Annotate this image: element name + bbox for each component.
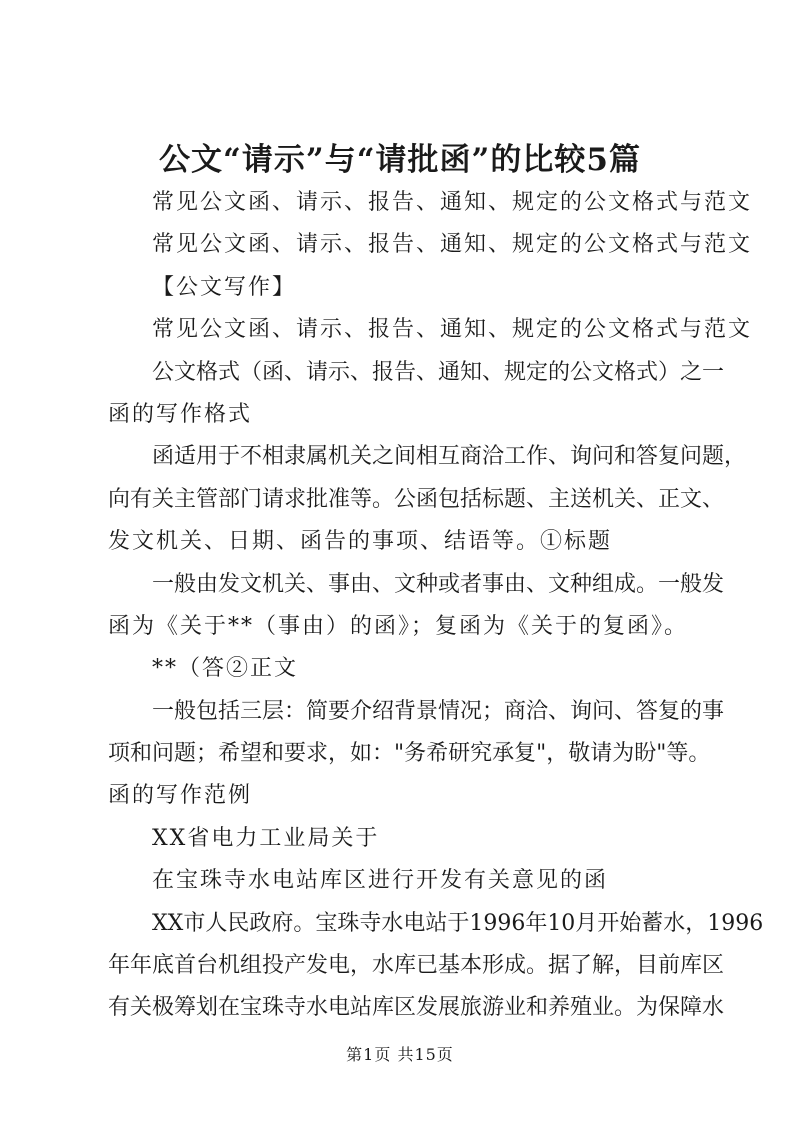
section-heading: 【公文写作】 [152,274,297,300]
subheading: 函的写作范例 [108,783,253,809]
body-line: 公文格式（函、请示、报告、通知、规定的公文格式）之一 [152,359,725,385]
paragraph-line: 发文机关、日期、函告的事项、结语等。①标题 [108,529,613,555]
paragraph-line: 项和问题；希望和要求，如："务希研究承复"，敬请为盼"等。 [108,741,711,767]
document-body [108,182,764,1030]
document-title: 公文“请示”与“请批函”的比较5篇 [159,142,641,178]
page-number: 第1页 共15页 [346,1045,454,1064]
paragraph-line: 有关极筹划在宝珠寺水电站库区发展旅游业和养殖业。为保障水 [108,995,725,1021]
subheading: 函的写作格式 [108,401,253,427]
body-line: 常见公文函、请示、报告、通知、规定的公文格式与范文 [152,232,753,258]
paragraph-line: 一般包括三层：简要介绍背景情况；商洽、询问、答复的事 [152,698,725,724]
letter-heading-line: XX省电力工业局关于 [152,825,380,851]
paragraph-line: **（答②正文 [152,656,299,682]
paragraph-line: 一般由发文机关、事由、文种或者事由、文种组成。一般发 [152,571,725,597]
paragraph-line: 函适用于不相隶属机关之间相互商洽工作、询问和答复问题， [152,444,747,470]
letter-heading-line: 在宝珠寺水电站库区进行开发有关意见的函 [152,868,609,894]
paragraph-line: 向有关主管部门请求批准等。公函包括标题、主送机关、正文、 [108,486,725,512]
paragraph-line: 函为《关于**（事由）的函》；复函为《关于的复函》。 [108,613,689,639]
paragraph-line: 年年底首台机组投产发电，水库已基本形成。据了解，目前库区 [108,953,725,979]
paragraph-line: XX市人民政府。宝珠寺水电站于1996年10月开始蓄水，1996 [152,910,764,936]
body-line: 常见公文函、请示、报告、通知、规定的公文格式与范文 [152,190,753,215]
body-line: 常见公文函、请示、报告、通知、规定的公文格式与范文 [152,317,753,343]
